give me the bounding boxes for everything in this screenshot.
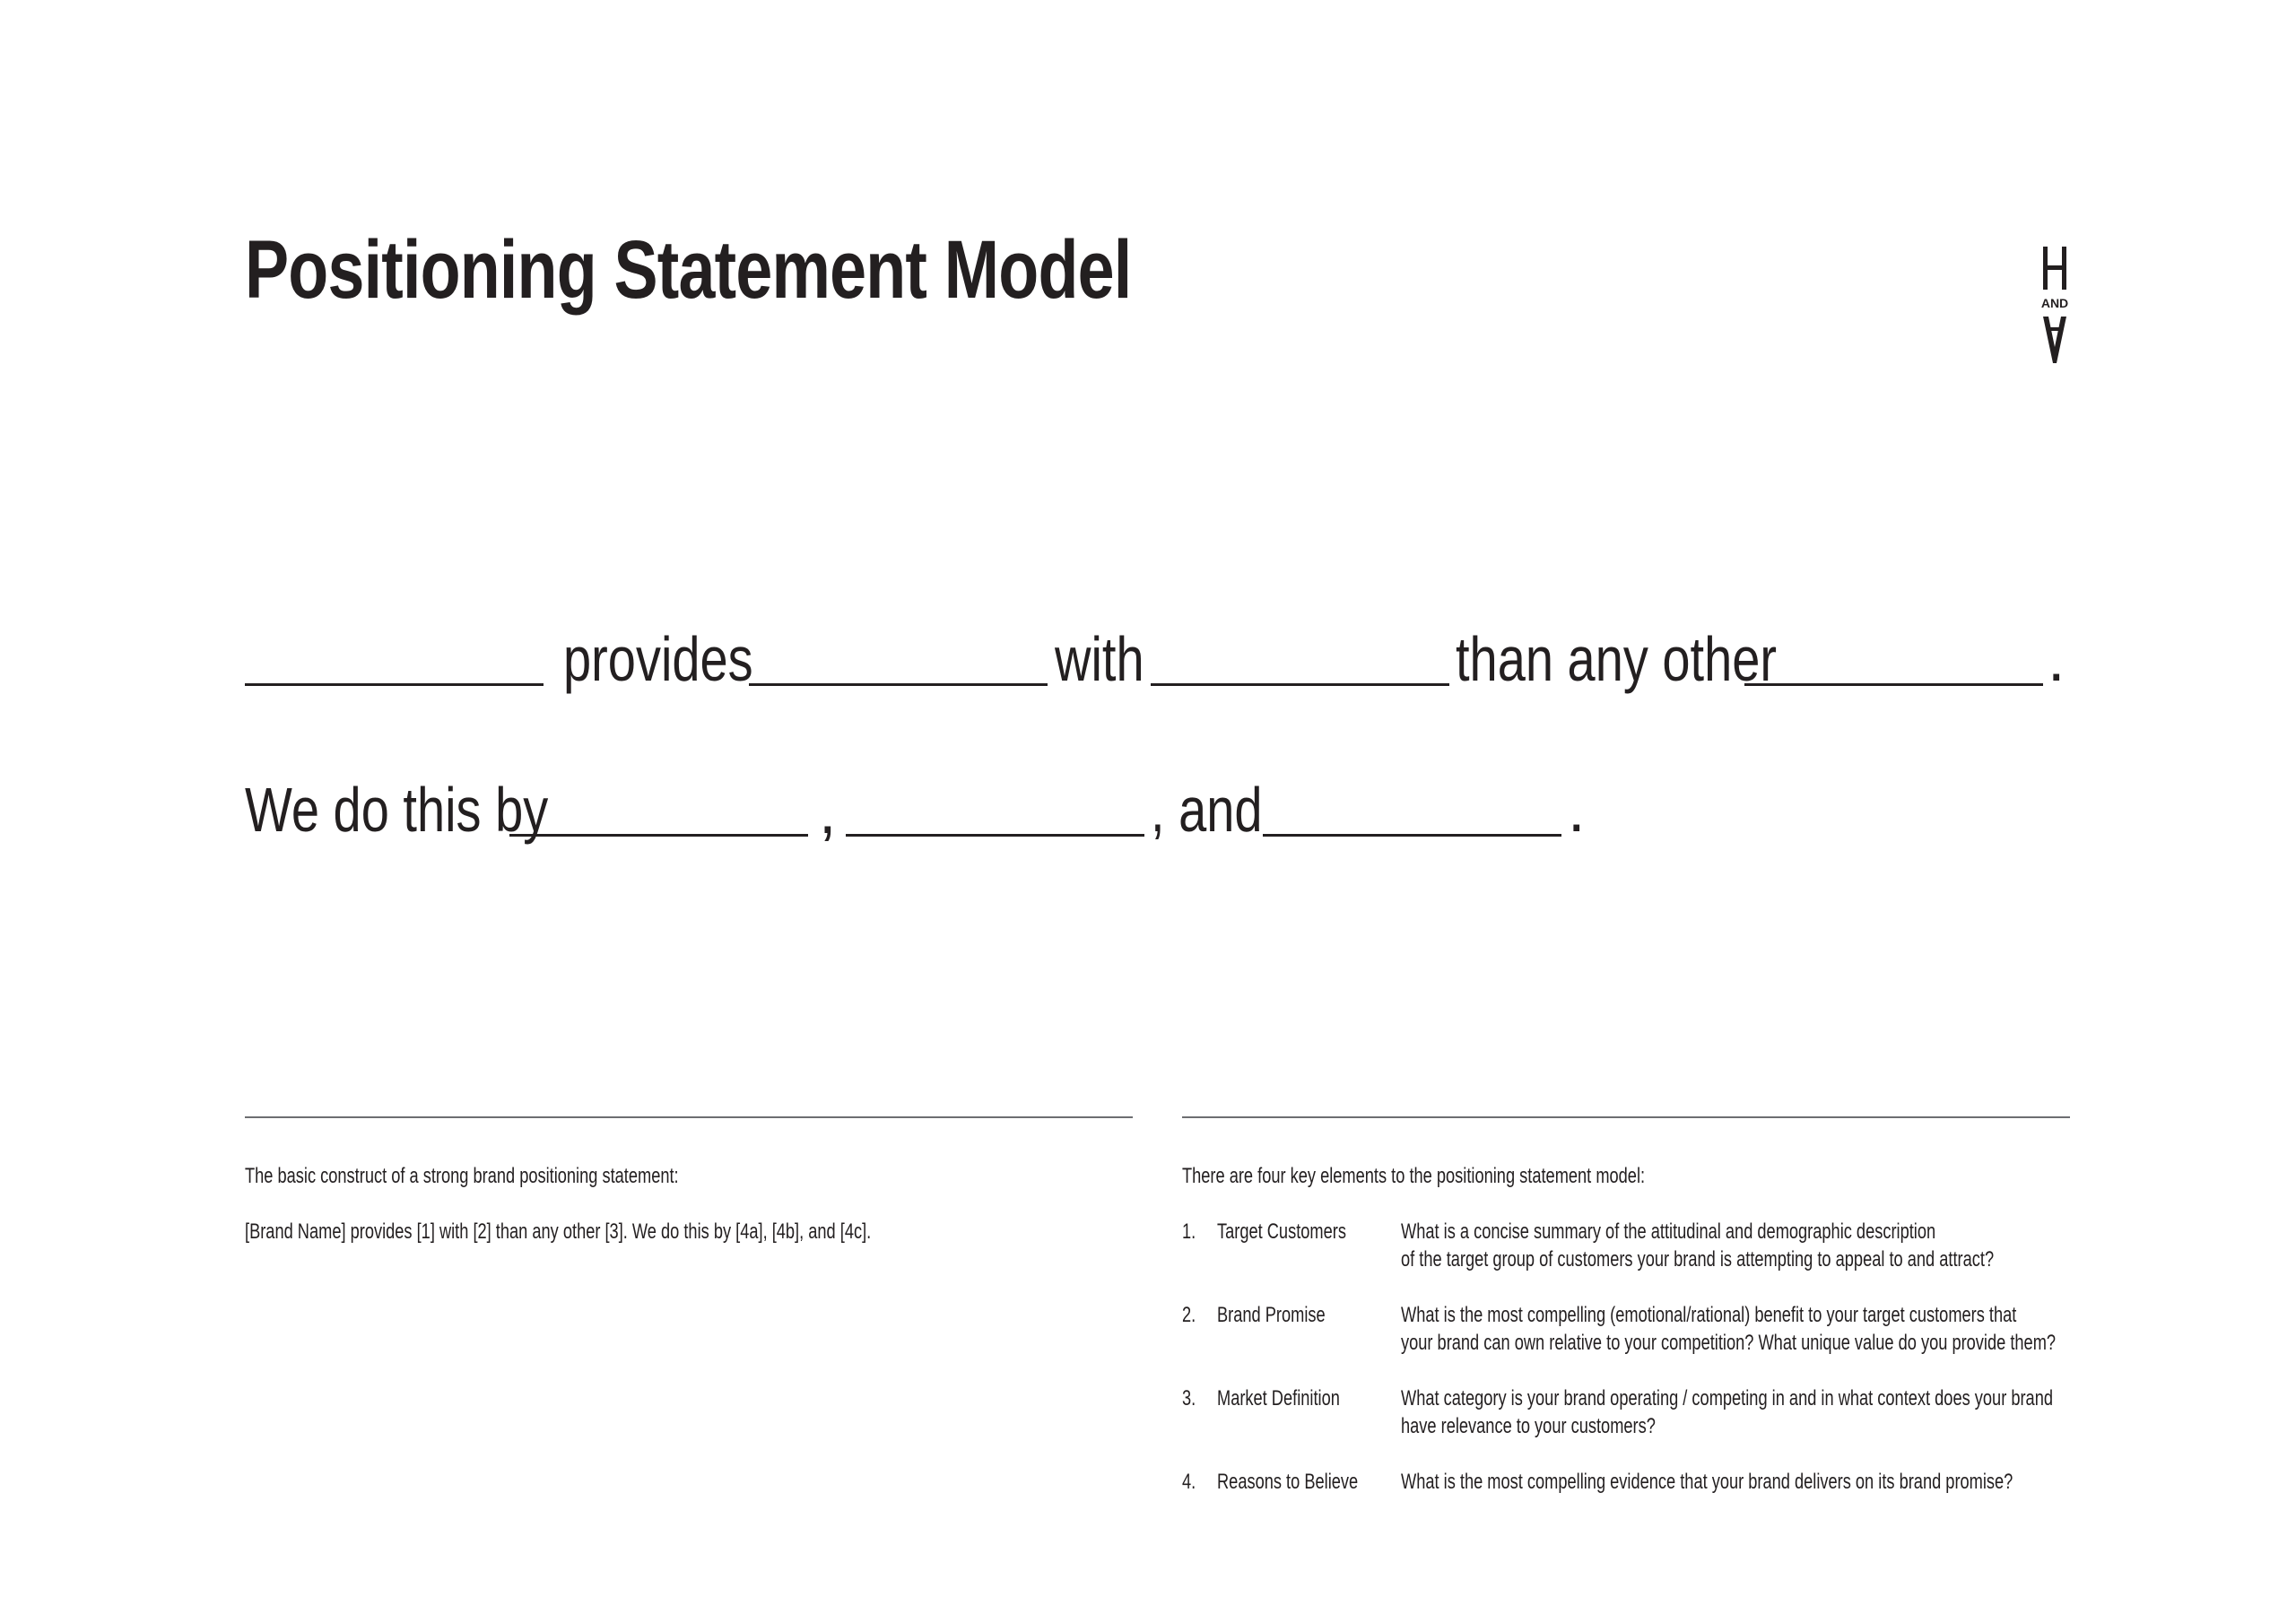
element-description-line2: have relevance to your customers? bbox=[1401, 1414, 1656, 1438]
word-with: with bbox=[1055, 624, 1144, 694]
blank-reason-4b[interactable] bbox=[846, 834, 1144, 837]
divider-right bbox=[1182, 1116, 2070, 1118]
period: . bbox=[2048, 624, 2066, 694]
word-provides: provides bbox=[563, 624, 753, 694]
brand-logo bbox=[2041, 247, 2068, 363]
blank-reason-4a[interactable] bbox=[509, 834, 808, 837]
element-term: Market Definition bbox=[1217, 1386, 1340, 1410]
blank-target-customers[interactable] bbox=[749, 683, 1048, 686]
page-title: Positioning Statement Model bbox=[245, 224, 1132, 316]
element-description-line1: What category is your brand operating / competing in and in what context does your brand bbox=[1401, 1386, 2053, 1410]
word-than-any-other: than any other bbox=[1456, 624, 1778, 694]
blank-market-definition[interactable] bbox=[1744, 683, 2043, 686]
element-term: Brand Promise bbox=[1217, 1303, 1326, 1327]
statement-line-1 bbox=[245, 624, 2074, 708]
element-number: 1. bbox=[1182, 1219, 1196, 1244]
element-description-line1: What is the most compelling (emotional/rational) benefit to your target customers that bbox=[1401, 1303, 2017, 1327]
blank-brand-promise[interactable] bbox=[1151, 683, 1449, 686]
element-description-line1: What is the most compelling evidence that your brand delivers on its brand promise? bbox=[1401, 1470, 2013, 1494]
left-intro-text: The basic construct of a strong brand positioning statement: bbox=[245, 1164, 679, 1188]
period: . bbox=[1568, 775, 1586, 845]
blank-brand-name[interactable] bbox=[245, 683, 544, 686]
element-term: Target Customers bbox=[1217, 1219, 1346, 1244]
element-number: 3. bbox=[1182, 1386, 1196, 1410]
element-description-line2: of the target group of customers your brand is attempting to appeal to and attract? bbox=[1401, 1247, 1995, 1271]
element-number: 2. bbox=[1182, 1303, 1196, 1327]
divider-left bbox=[245, 1116, 1133, 1118]
element-description-line1: What is a concise summary of the attitudinal and demographic description bbox=[1401, 1219, 1936, 1244]
construct-text: [Brand Name] provides [1] with [2] than any other [3]. We do this by [4a], [4b], and [4c]. bbox=[245, 1219, 872, 1244]
word-and: , and bbox=[1151, 775, 1263, 845]
comma: , bbox=[819, 777, 837, 846]
element-description-line2: your brand can own relative to your competition? What unique value do you provide them? bbox=[1401, 1331, 2057, 1355]
element-number: 4. bbox=[1182, 1470, 1196, 1494]
logo-mark bbox=[2041, 247, 2068, 363]
logo-and-text: AND bbox=[2041, 296, 2068, 310]
element-term: Reasons to Believe bbox=[1217, 1470, 1359, 1494]
right-intro-text: There are four key elements to the positioning statement model: bbox=[1182, 1164, 1646, 1188]
word-we-do-this-by: We do this by bbox=[245, 775, 549, 845]
statement-line-2 bbox=[245, 775, 2074, 859]
blank-reason-4c[interactable] bbox=[1263, 834, 1561, 837]
